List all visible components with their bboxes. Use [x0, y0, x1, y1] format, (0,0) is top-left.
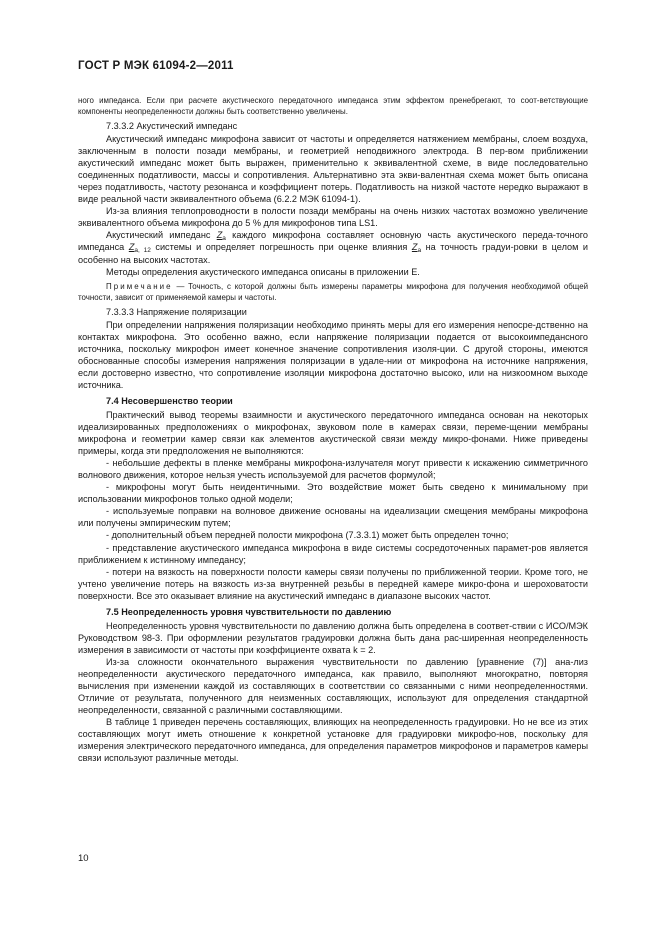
- paragraph: Акустический импеданс микрофона зависит от частоты и определяется натяжением мембраны, слоем воздуха, заключенным в полости позади мембраны, и геометрией неподвижного электрода. В пер-вом приближении акустический импеданс может быть выражен, применительно к эквивалентной схеме, в виде последовательно соединенных податливости, массы и сопротивления. Альтернативно эта экви-валентная схема может быть описана через податливость, частоту резонанса и коэффициент потерь. Податливость на низкой частоте нередко выражают в виде реальной части эквивалентного объема (6.2.2 МЭК 61094-1).: [78, 134, 588, 205]
- list-item: - небольшие дефекты в пленке мембраны микрофона-излучателя могут привести к искажению симметричного волнового движения, которое нельзя учесть используемой для расчетов формулой;: [78, 458, 588, 481]
- list-item: - используемые поправки на волновое движение основаны на идеализации смещения мембраны микрофона или получены эмпирическим путем;: [78, 506, 588, 529]
- symbol-za: Z: [216, 230, 223, 241]
- page-body: [78, 95, 588, 764]
- list-item: - микрофоны могут быть неидентичными. Это воздействие может быть сведено к минимальному при использовании микрофонов только одной модели;: [78, 482, 588, 505]
- symbol-za12: Z: [128, 242, 135, 253]
- note: [78, 281, 588, 303]
- page-number: 10: [78, 853, 89, 864]
- symbol-za: Z: [411, 242, 418, 253]
- section-7-3-3-2-heading: 7.3.3.2 Акустический импеданс: [106, 121, 238, 131]
- section-7-5-heading: 7.5 Неопределенность уровня чувствительности по давлению: [106, 606, 392, 617]
- section-7-3-3-3-heading: 7.3.3.3 Напряжение поляризации: [106, 306, 247, 317]
- list-item: - потери на вязкость на поверхности полости камеры связи получены по приближенной теории. Кроме того, не учтено увеличение потерь на вязкость из-за внутренней резьбы в передней камере микро-фона и шероховатости поверхности. Все это оказывает влияние на акустический импеданс в диапазоне высоких частот.: [78, 566, 588, 601]
- note-label: Примечание: [106, 281, 173, 291]
- paragraph: Неопределенность уровня чувствительности по давлению должна быть определена в соответ-ствии с ИСО/МЭК Руководством 98-3. При оформлении результатов градуировки должна быть дана рас-ширенная неопределенность измерения в зависимости от частоты при коэффициенте охвата k = 2.: [78, 620, 588, 655]
- note-text: — Точность, с которой должны быть измерены параметры микрофона для получения необходимой общей точности, зависит от применяемой камеры и частоты.: [78, 281, 588, 302]
- paragraph: Из-за влияния теплопроводности в полости позади мембраны на очень низких частотах возможно увеличение эквивалентного объема микрофона до 5 % для микрофонов типа LS1.: [78, 206, 588, 229]
- document-header: ГОСТ Р МЭК 61094-2—2011: [78, 60, 234, 72]
- paragraph: Из-за сложности окончательного выражения чувствительности по давлению [уравнение (7)] ана-лиз неопределенности акустического передаточного импеданса, как правило, выполняют многократно, повторяя вычисления при изменении каждой из составляющих в соответствии со связанными с ними неопределенностями. Отличие от результата, полученного для неизменных составляющих, используют для определения стандартной неопределенности, связанной с различными составляющими.: [78, 656, 588, 716]
- list-item: - дополнительный объем передней полости микрофона (7.3.3.1) может быть определен точно;: [106, 530, 509, 541]
- paragraph: Практический вывод теоремы взаимности и акустического передаточного импеданса основан на некоторых идеализированных предположениях о микрофонах, звуковом поле в камерах связи, переме-щении мембраны микрофона и геометрии камер связи как элементов акустической связи между микро-фонами. Ниже приведены примеры, когда эти предположения не выполняются:: [78, 409, 588, 457]
- list-item: - представление акустического импеданса микрофона в виде системы сосредоточенных парамет-ров является приближением к истинному импедансу;: [78, 542, 588, 565]
- intro-paragraph: ного импеданса. Если при расчете акустического передаточного импеданса этим эффектом пренебрегают, то соот-ветствующие компоненты неопределенности должны быть соответственно увеличены.: [78, 96, 588, 116]
- paragraph: В таблице 1 приведен перечень составляющих, влияющих на неопределенность градуировки. Но не все из этих составляющих могут иметь отношение к конкретной установке для градуировки микрофо-нов, поскольку для измерения электрического передаточного импеданса, для определения параметров микрофонов и параметров камеры связи используют различные методы.: [78, 717, 588, 764]
- section-7-4-heading: 7.4 Несовершенство теории: [106, 395, 233, 406]
- paragraph-impedance: Акустический импеданс $Z_a$ каждого микрофона составляет основную часть акустического переда-точного импеданса $Z_{a, 12}$ системы и определяет погрешность при оценке влияния $Z_a$ на точность градуи-ровки в целом и особенно на высоких частотах.: [78, 230, 588, 265]
- paragraph: При определении напряжения поляризации необходимо принять меры для его измерения непосре-дственно на контактах микрофона. Это особенно важно, если напряжение поляризации подается от высокоимпедансного источника, поскольку микрофон имеет конечное значение сопротивления изоля-ции. С другой стороны, имеются обоснованные способы измерения напряжения поляризации в удале-нии от микрофона на источнике напряжения, если достоверно известно, что сопротивление изоляции микрофона достаточно высоко, или на низкоомном выходе источника.: [78, 319, 588, 390]
- paragraph: Методы определения акустического импеданса описаны в приложении Е.: [106, 266, 420, 277]
